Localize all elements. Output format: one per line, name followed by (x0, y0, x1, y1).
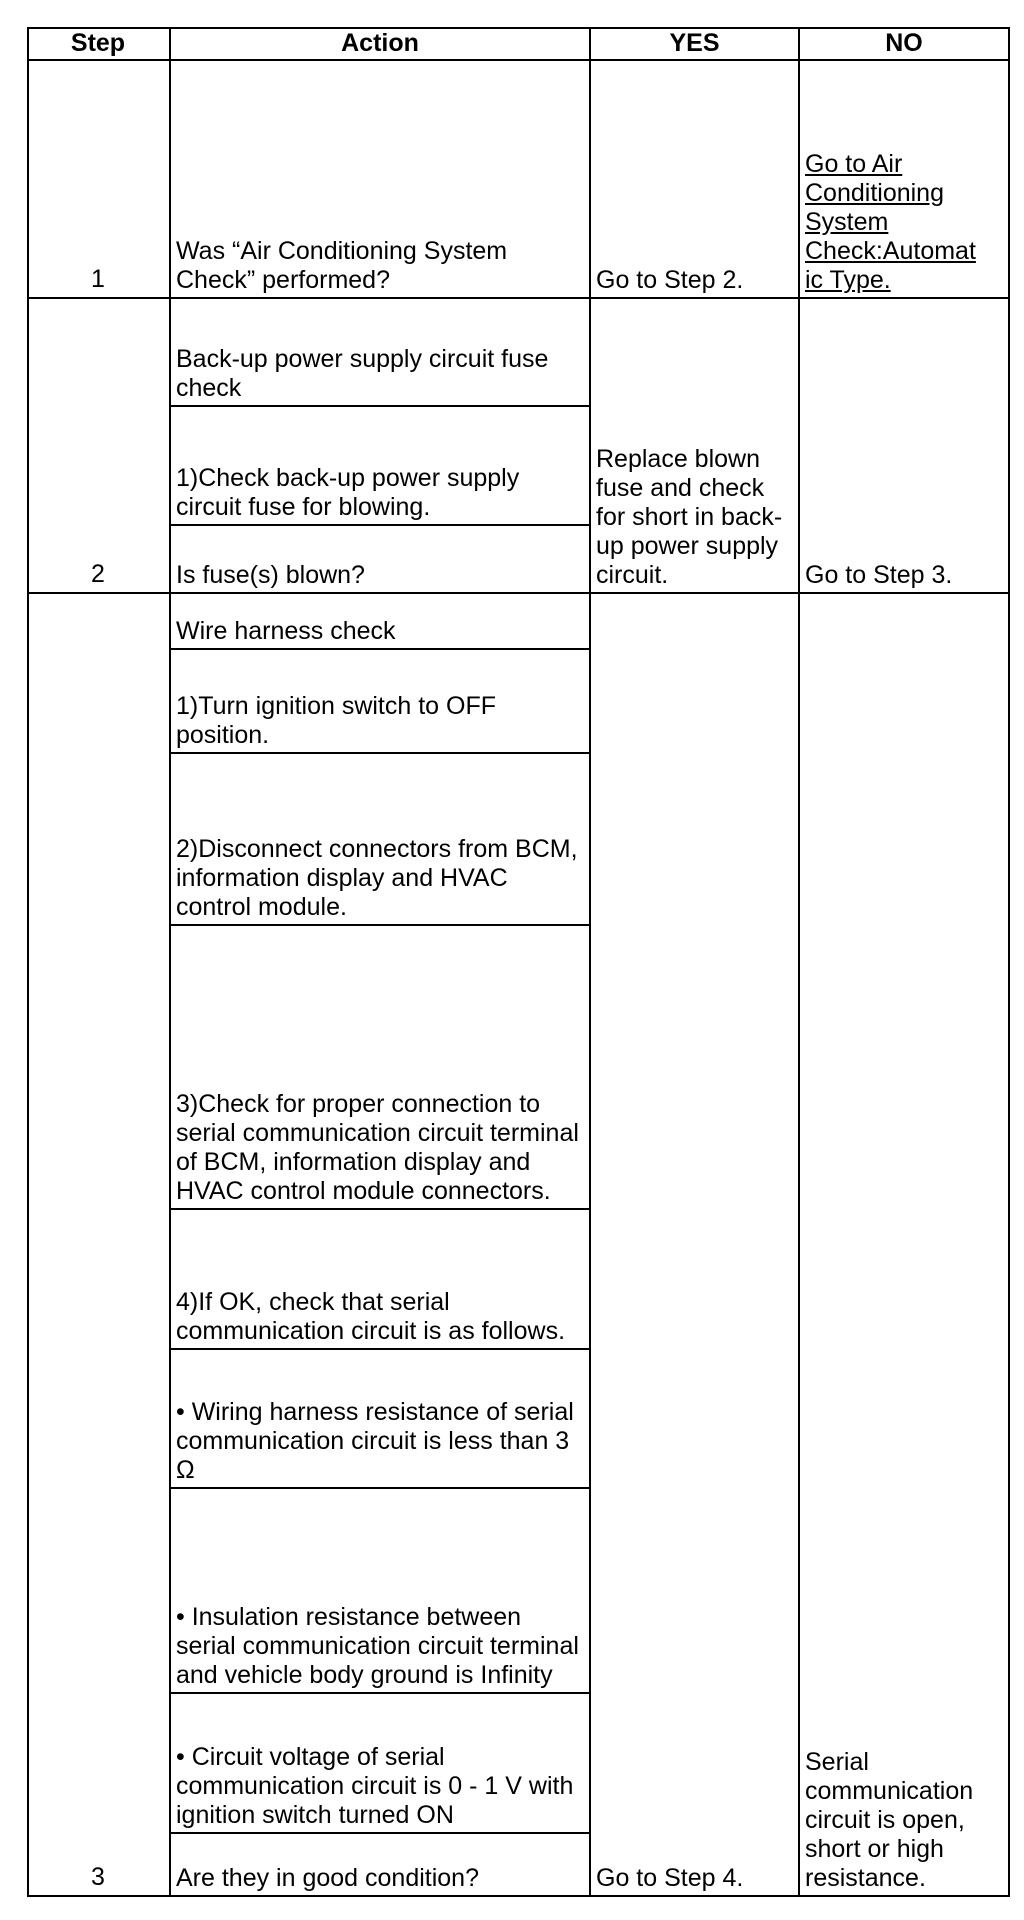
link-line[interactable]: ic Type. (805, 266, 891, 294)
yes-text: Go to Step 2. (596, 266, 744, 294)
action-step: • Wiring harness resistance of serial communication circuit is less than 3 Ω (176, 1398, 574, 1484)
no-result: Serial communication circuit is open, short or high resistance. (800, 594, 1010, 1897)
link-line[interactable]: Check:Automat (805, 237, 976, 265)
action-text (171, 61, 591, 299)
action-step: 4)If OK, check that serial communication circuit is as follows. (176, 1288, 566, 1345)
step-number: 1 (27, 61, 171, 299)
action-step: 1)Check back-up power supply circuit fuse for blowing. (176, 464, 520, 521)
yes-result: Go to Step 4. (591, 594, 800, 1897)
action-cell (171, 594, 591, 1897)
action-question: Is fuse(s) blown? (176, 561, 365, 589)
action-step: • Insulation resistance between serial communication circuit terminal and vehicle body ground is Infinity (176, 1603, 579, 1689)
header-yes: YES (591, 27, 800, 61)
action-step: 1)Turn ignition switch to OFF position. (176, 692, 497, 749)
action-step: 3)Check for proper connection to serial communication circuit terminal of BCM, information display and HVAC control module connectors. (176, 1090, 579, 1205)
action-step: • Circuit voltage of serial communication circuit is 0 - 1 V with ignition switch turned ON (176, 1743, 574, 1829)
step-number: 3 (27, 594, 171, 1897)
link-line[interactable]: System (805, 208, 889, 236)
action-step: 2)Disconnect connectors from BCM, information display and HVAC control module. (176, 835, 578, 921)
step-number: 2 (27, 299, 171, 594)
no-result: Go to Step 3. (800, 299, 1010, 594)
yes-result: Replace blown fuse and check for short in back-up power supply circuit. (591, 299, 800, 594)
action-question: Was “Air Conditioning System Check” performed? (176, 237, 508, 294)
link-line[interactable]: Go to Air (805, 150, 903, 178)
action-step: Back-up power supply circuit fuse check (176, 345, 549, 402)
diagnostic-table (27, 27, 1010, 1897)
header-action: Action (171, 27, 591, 61)
action-cell (171, 299, 591, 594)
header-no: NO (800, 27, 1010, 61)
header-step: Step (27, 27, 171, 61)
air-conditioning-check-link[interactable] (805, 150, 1008, 295)
action-question: Are they in good condition? (176, 1864, 479, 1892)
action-step: Wire harness check (176, 617, 396, 645)
yes-result (591, 61, 800, 299)
link-line[interactable]: Conditioning (805, 179, 944, 207)
no-result (800, 61, 1010, 299)
